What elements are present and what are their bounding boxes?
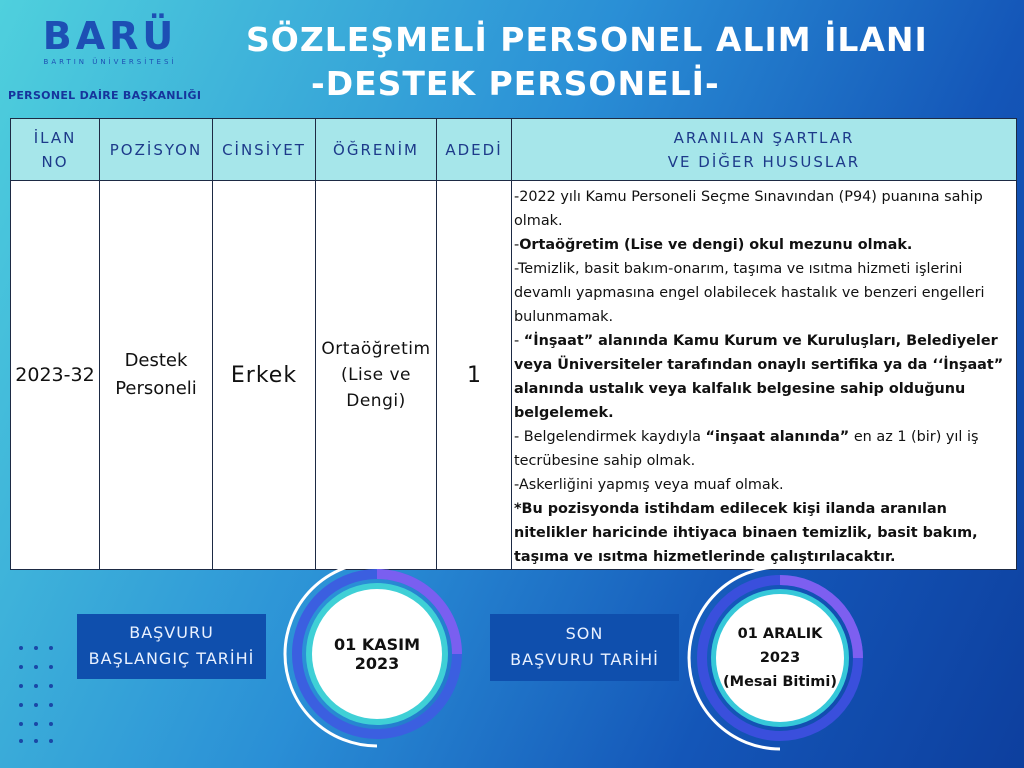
header-pozisyon: POZİSYON: [100, 119, 213, 181]
end-date-value: 01 ARALIK 2023 (Mesai Bitimi): [716, 594, 844, 722]
department-name: PERSONEL DAİRE BAŞKANLIĞI: [8, 89, 202, 102]
requirement-kpss: -2022 yılı Kamu Personeli Seçme Sınavından (P94) puanına sahip olmak.: [514, 189, 983, 229]
logo-text: BARÜ: [42, 14, 178, 58]
page-title: SÖZLEŞMELİ PERSONEL ALIM İLANI: [246, 20, 928, 59]
requirement-experience: - Belgelendirmek kaydıyla “inşaat alanında” en az 1 (bir) yıl iş tecrübesine sahip olmak.: [514, 429, 979, 469]
header-cinsiyet: CİNSİYET: [213, 119, 316, 181]
logo-subtext: BARTIN ÜNİVERSİTESİ: [43, 58, 177, 66]
page-subtitle: -DESTEK PERSONELİ-: [311, 64, 720, 103]
header-adedi: ADEDİ: [437, 119, 512, 181]
university-logo: [40, 16, 180, 66]
cell-adedi: 1: [437, 181, 512, 570]
start-date-value: 01 KASIM 2023: [312, 589, 442, 719]
table-row: [11, 181, 1017, 570]
end-date-label: SON BAŞVURU TARİHİ: [490, 614, 679, 681]
start-date-badge: [279, 556, 475, 752]
job-listing-table: [10, 118, 1017, 570]
cell-cinsiyet: Erkek: [213, 181, 316, 570]
header-ogrenim: ÖĞRENİM: [316, 119, 437, 181]
cell-requirements: [512, 181, 1017, 570]
end-date-badge: [684, 562, 876, 754]
header-ilan-no: İLAN NO: [11, 119, 100, 181]
requirement-education: -Ortaöğretim (Lise ve dengi) okul mezunu olmak.: [514, 237, 913, 253]
start-date-label: BAŞVURU BAŞLANGIÇ TARİHİ: [77, 614, 266, 679]
header-sartlar: ARANILAN ŞARTLAR VE DİĞER HUSUSLAR: [512, 119, 1017, 181]
requirement-certificate: - “İnşaat” alanında Kamu Kurum ve Kuruluşları, Belediyeler veya Üniversiteler tarafından onaylı sertifika ya da ‘‘İnşaat” alanında ustalık veya kalfalık belgesine sahip olduğunu belgelemek.: [514, 333, 1004, 421]
cell-ilan-no: 2023-32: [11, 181, 100, 570]
requirement-military: -Askerliğini yapmış veya muaf olmak.: [514, 477, 784, 493]
requirement-note: *Bu pozisyonda istihdam edilecek kişi ilanda aranılan nitelikler haricinde ihtiyaca binaen temizlik, basit bakım, taşıma ve ısıtma hizmetlerinde çalıştırılacaktır.: [514, 501, 978, 565]
cell-ogrenim: Ortaöğretim (Lise ve Dengi): [316, 181, 437, 570]
cell-pozisyon: Destek Personeli: [100, 181, 213, 570]
table-header-row: [11, 119, 1017, 181]
requirement-health: -Temizlik, basit bakım-onarım, taşıma ve ısıtma hizmeti işlerini devamlı yapmasına engel olabilecek hastalık ve benzeri engelleri bulunmamak.: [514, 261, 985, 325]
